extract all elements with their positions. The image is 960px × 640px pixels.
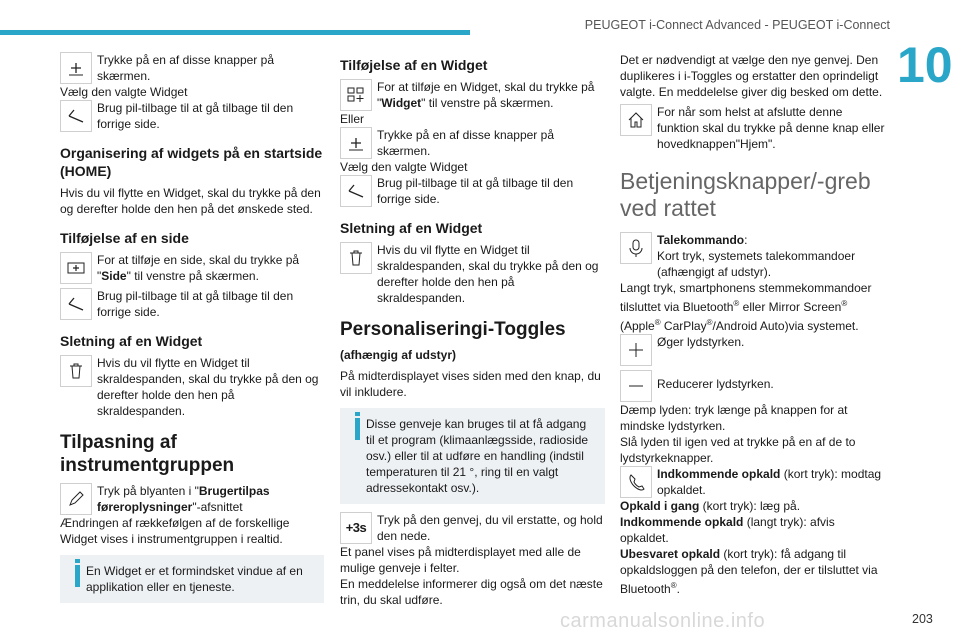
toggles-heading: Personaliseringi-Toggles xyxy=(340,319,566,340)
back-arrow-icon xyxy=(340,175,372,207)
mute-off-text: Slå lyden til igen ved at trykke på en af de to lydstyrkeknapper. xyxy=(620,435,856,465)
intro-text: Det er nødvendigt at vælge den nye genvej. Den duplikeres i i-Toggles og erstatter den oprindeligt valgte. En meddelelse giver dig besked om dette. xyxy=(620,53,883,99)
phone-row xyxy=(620,466,886,498)
pencil-text: Tryk på blyanten i "Brugertilpas føreroplysninger"-afsnittet xyxy=(97,484,270,514)
delete-widget-heading: Sletning af en Widget xyxy=(60,333,203,349)
voice-row xyxy=(620,232,886,280)
shortcut-text: Tryk på den genvej, du vil erstatte, og hold den nede. xyxy=(377,513,603,543)
toggles-text: På midterdisplayet vises siden med den knap, du vil inkludere. xyxy=(340,369,601,399)
volume-down-icon xyxy=(620,370,652,402)
back-arrow-icon xyxy=(60,288,92,320)
add-page-back-text: Brug pil-tilbage til at gå tilbage til den forrige side. xyxy=(97,289,294,319)
organise-text: Hvis du vil flytte en Widget, skal du trykke på den og derefter holde den hen på det ønskede sted. xyxy=(60,186,321,216)
add-page-row xyxy=(60,252,324,284)
back-row xyxy=(340,175,605,207)
customize-heading: Tilpasning af instrumentgruppen xyxy=(60,432,235,476)
press-buttons-text: Trykke på en af disse knapper på skærmen. xyxy=(377,128,554,158)
add-widget-text: For at tilføje en Widget, skal du trykke på "Widget" til venstre på skærmen. xyxy=(377,80,595,110)
organise-heading: Organisering af widgets på en startside (HOME) xyxy=(60,145,323,179)
trash-icon xyxy=(60,355,92,387)
home-row xyxy=(620,104,886,152)
press-buttons-row xyxy=(340,127,605,159)
back-text: Brug pil-tilbage til at gå tilbage til den forrige side. xyxy=(377,176,574,206)
phone-icon xyxy=(620,466,652,498)
volume-up-icon xyxy=(620,334,652,366)
delete-widget-text: Hvis du vil flytte en Widget til skraldespanden, skal du trykke på den og derefter holde den hen på skraldespanden. xyxy=(97,356,319,418)
select-widget-text: Vælg den valgte Widget xyxy=(60,85,188,99)
press-buttons-row xyxy=(60,52,324,84)
plus-icon xyxy=(340,127,372,159)
pencil-row xyxy=(60,483,324,515)
add-page-text: For at tilføje en side, skal du trykke på "Side" til venstre på skærmen. xyxy=(97,253,300,283)
voice-text: Talekommando: Kort tryk, systemets talekommandoer (afhængigt af udstyr). xyxy=(657,233,856,279)
column-2 xyxy=(340,52,605,608)
header-accent-bar xyxy=(0,30,470,35)
home-text: For når som helst at afslutte denne funktion skal du trykke på denne knap eller hovedknappen"Hjem". xyxy=(657,105,885,151)
info-note-text: Disse genveje kan bruges til at få adgang til et program (klimaanlægsside, radioside osv.) eller til at udføre en handling (indstil temperaturen til 21 °, ring til en valgt adressekontakt osv.). xyxy=(366,417,589,495)
press-hold-icon: +3s xyxy=(340,512,372,544)
ongoing-text: Opkald i gang (kort tryk): læg på. xyxy=(620,499,801,513)
column-3 xyxy=(620,52,886,597)
volume-down-row xyxy=(620,370,886,402)
header-title: PEUGEOT i-Connect Advanced - PEUGEOT i-Connect xyxy=(584,18,890,32)
volume-up-row xyxy=(620,334,886,366)
or-text: Eller xyxy=(340,112,365,126)
mute-long-text: Dæmp lyden: tryk længe på knappen for at mindske lydstyrken. xyxy=(620,403,848,433)
info-note-text: En Widget er et formindsket vindue af en applikation eller en tjeneste. xyxy=(86,564,303,594)
select-widget-text: Vælg den valgte Widget xyxy=(340,160,468,174)
delete-widget-row xyxy=(60,355,324,419)
microphone-icon xyxy=(620,232,652,264)
trash-icon xyxy=(340,242,372,274)
page-number: 203 xyxy=(912,612,933,626)
voice-long-text: Langt tryk, smartphonens stemmekommandoer tilsluttet via Bluetooth® eller Mirror Screen® (Apple® CarPlay®/Android Auto)via systemet. xyxy=(620,281,872,333)
incoming-text: Indkommende opkald (kort tryk): modtag opkaldet. xyxy=(657,467,882,497)
info-note xyxy=(340,408,605,504)
column-1 xyxy=(60,52,324,611)
delete-widget-text: Hvis du vil flytte en Widget til skraldespanden, skal du trykke på den og derefter holde den hen på skraldespanden. xyxy=(377,243,599,305)
plus-icon xyxy=(60,52,92,84)
add-page-heading: Tilføjelse af en side xyxy=(60,230,189,246)
chapter-number: 10 xyxy=(897,37,953,93)
panel-text: Et panel vises på midterdisplayet med alle de mulige genveje i felter. xyxy=(340,545,581,575)
delete-widget-row xyxy=(340,242,605,306)
back-text: Brug pil-tilbage til at gå tilbage til den forrige side. xyxy=(97,101,294,131)
info-icon xyxy=(68,563,86,587)
volume-up-text: Øger lydstyrken. xyxy=(657,335,745,349)
delete-widget-heading: Sletning af en Widget xyxy=(340,220,483,236)
shortcut-row xyxy=(340,512,605,544)
info-note xyxy=(60,555,324,603)
press-buttons-text: Trykke på en af disse knapper på skærmen. xyxy=(97,53,274,83)
add-page-back-row xyxy=(60,288,324,320)
back-arrow-icon xyxy=(60,100,92,132)
widget-grid-icon xyxy=(340,79,372,111)
unanswered-text: Ubesvaret opkald (kort tryk): få adgang til opkaldsloggen på den telefon, der er tilsluttet via Bluetooth®. xyxy=(620,547,878,596)
home-icon xyxy=(620,104,652,136)
watermark: carmanualsonline.info xyxy=(560,610,766,632)
volume-down-text: Reducerer lydstyrken. xyxy=(657,377,774,391)
pencil-icon xyxy=(60,483,92,515)
add-widget-heading: Tilføjelse af en Widget xyxy=(340,57,488,73)
toggles-subheading: (afhængig af udstyr) xyxy=(340,348,456,362)
controls-heading: Betjeningsknapper/-greb ved rattet xyxy=(620,168,871,221)
back-row xyxy=(60,100,324,132)
info-icon xyxy=(348,416,366,440)
incoming-long-text: Indkommende opkald (langt tryk): afvis opkaldet. xyxy=(620,515,835,545)
add-page-icon xyxy=(60,252,92,284)
message-text: En meddelelse informerer dig også om det næste trin, du skal udføre. xyxy=(340,577,603,607)
change-order-text: Ændringen af rækkefølgen af de forskellige Widget vises i instrumentgruppen i realtid. xyxy=(60,516,290,546)
add-widget-row xyxy=(340,79,605,111)
